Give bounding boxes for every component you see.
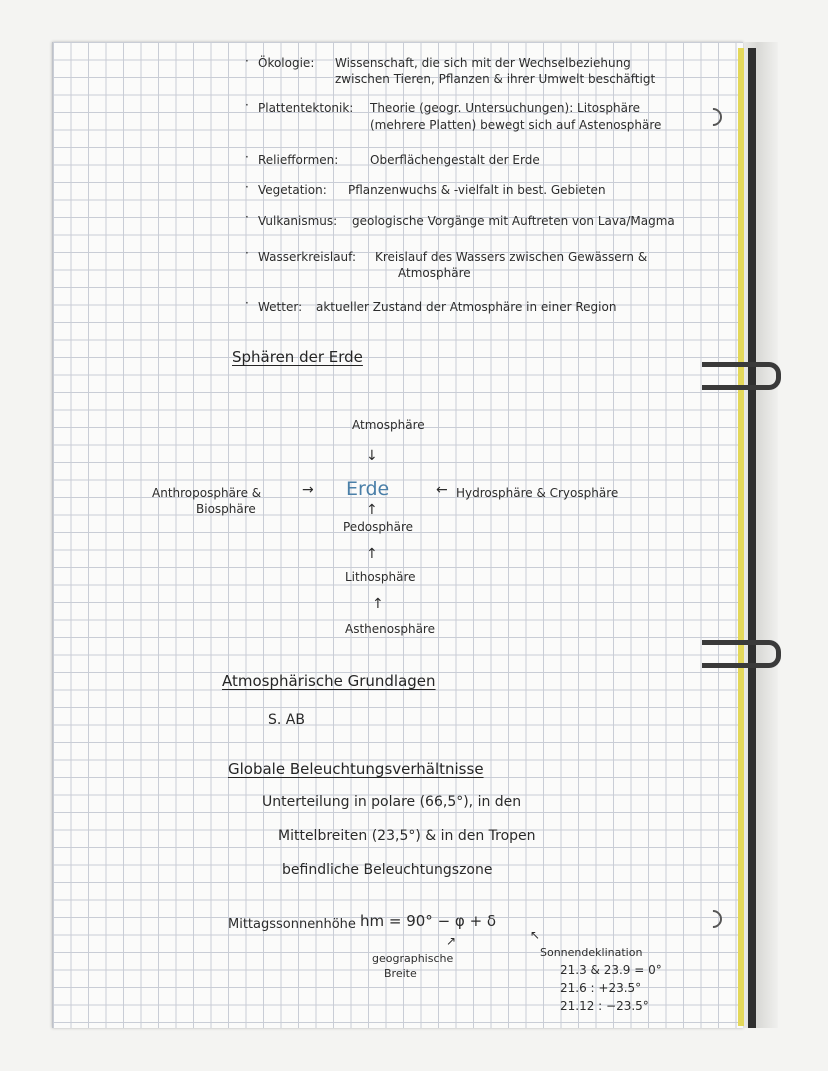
arrow-down: ↓ [366,448,378,464]
declination-row: 21.3 & 23.9 = 0° [560,963,662,977]
definition-text: Theorie (geogr. Untersuchungen): Litosphäre [370,101,640,115]
definition-text: geologische Vorgänge mit Auftreten von Lava/Magma [352,214,675,228]
sphere-label-left: Anthroposphäre & [152,486,262,500]
beleuchtung-line: Unterteilung in polare (66,5°), in den [262,794,522,810]
sphere-label-left-2: Biosphäre [196,502,256,516]
sphere-label-litho: Lithosphäre [345,570,416,584]
definition-term: Reliefformen: [258,153,339,167]
definition-text: Wissenschaft, die sich mit der Wechselbeziehung [335,56,631,70]
bullet: · [245,54,249,68]
definition-text: Atmosphäre [398,266,471,280]
sphere-label-right: Hydrosphäre & Cryosphäre [456,486,619,500]
bullet: · [245,296,249,310]
definition-text: aktueller Zustand der Atmosphäre in einer Region [316,300,617,314]
definition-term: Wetter: [258,300,303,314]
definition-term: Vegetation: [258,183,327,197]
binder-ring-top [702,362,781,390]
annotation-phi-2: Breite [384,967,417,980]
bullet: · [245,98,249,112]
sphere-label-astheno: Asthenosphäre [345,622,435,636]
annotation-arrow-delta: ↖ [530,928,541,942]
annotation-phi: geographische [372,952,454,965]
declination-row: 21.6 : +23.5° [560,981,642,995]
declination-row: 21.12 : −23.5° [560,999,649,1013]
beleuchtung-line: befindliche Beleuchtungszone [282,862,493,878]
arrow-up: ↑ [366,502,378,518]
bullet: · [245,180,249,194]
beleuchtung-line: Mittelbreiten (23,5°) & in den Tropen [278,828,536,844]
atmos-note: S. AB [268,712,305,728]
section-heading-spheres: Sphären der Erde [232,348,363,366]
definition-term: Plattentektonik: [258,101,354,115]
bullet: · [245,150,249,164]
formula-label: Mittagssonnenhöhe [228,917,356,932]
annotation-delta: Sonnendeklination [540,946,643,959]
arrow-right: → [302,482,314,498]
definition-text: (mehrere Platten) bewegt sich auf Astenosphäre [370,118,662,132]
binder-ring-bottom [702,640,781,668]
definition-term: Wasserkreislauf: [258,250,356,264]
section-heading-atmos: Atmosphärische Grundlagen [222,672,436,690]
definition-term: Ökologie: [258,56,315,70]
section-heading-beleuchtung: Globale Beleuchtungsverhältnisse [228,760,484,778]
sphere-center-erde: Erde [346,478,390,500]
arrow-left: ← [436,482,448,498]
annotation-arrow-phi: ↗ [446,934,457,948]
arrow-up: ↑ [372,596,384,612]
sphere-label-pedo: Pedosphäre [343,520,414,534]
arrow-up: ↑ [366,546,378,562]
definition-term: Vulkanismus: [258,214,338,228]
binder-back [748,48,756,1028]
sphere-label-top: Atmosphäre [352,418,425,432]
definition-text: zwischen Tieren, Pflanzen & ihrer Umwelt beschäftigt [335,72,656,86]
formula-expression: hm = 90° − φ + δ [360,912,497,930]
bullet: · [245,210,249,224]
definition-text: Pflanzenwuchs & -vielfalt in best. Gebieten [348,183,606,197]
definition-text: Oberflächengestalt der Erde [370,153,540,167]
bullet: · [245,246,249,260]
definition-text: Kreislauf des Wassers zwischen Gewässern & [375,250,648,264]
